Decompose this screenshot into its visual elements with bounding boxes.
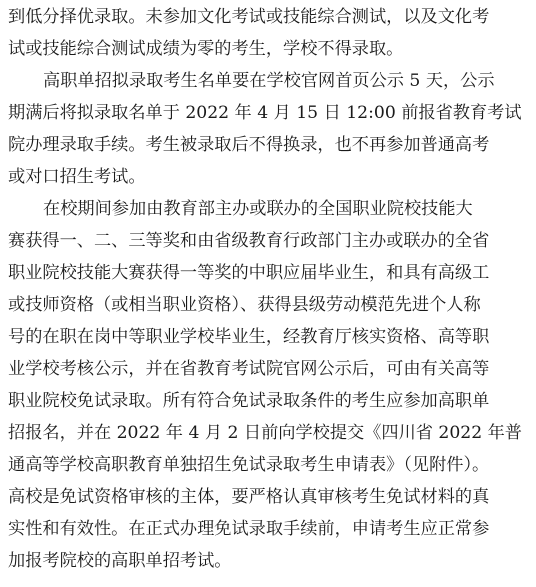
text-line: 实性和有效性。在正式办理免试录取手续前，申请考生应正常参 — [8, 519, 490, 539]
paragraph-start-line: 高职单招拟录取考生名单要在学校官网首页公示 5 天，公示 — [43, 71, 495, 91]
text-line: 试或技能综合测试成绩为零的考生，学校不得录取。 — [8, 39, 404, 59]
text-line: 院办理录取手续。考生被录取后不得换录，也不再参加普通高考 — [8, 135, 490, 155]
text-line: 高校是免试资格审核的主体，要严格认真审核考生免试材料的真 — [8, 487, 490, 507]
text-line: 业学校考核公示，并在省教育考试院官网公示后，可由有关高等 — [8, 359, 490, 379]
text-line: 招报名，并在 2022 年 4 月 2 日前向学校提交《四川省 2022 年普 — [8, 423, 522, 443]
text-line: 或技师资格（或相当职业资格）、获得县级劳动模范先进个人称 — [8, 295, 481, 315]
text-line: 职业院校技能大赛获得一等奖的中职应届毕业生，和具有高级工 — [8, 263, 490, 283]
text-line: 加报考院校的高职单招考试。 — [8, 551, 232, 571]
text-line: 期满后将拟录取名单于 2022 年 4 月 15 日 12:00 前报省教育考试 — [8, 103, 522, 123]
text-line: 赛获得一、二、三等奖和由省级教育行政部门主办或联办的全省 — [8, 231, 490, 251]
paragraph-start-line: 在校期间参加由教育部主办或联办的全国职业院校技能大 — [43, 199, 473, 219]
text-line: 号的在职在岗中等职业学校毕业生，经教育厅核实资格、高等职 — [8, 327, 490, 347]
text-line: 职业院校免试录取。所有符合免试录取条件的考生应参加高职单 — [8, 391, 490, 411]
text-line: 或对口招生考试。 — [8, 167, 146, 187]
text-line: 通高等学校高职教育单独招生免试录取考生申请表》（见附件）。 — [8, 455, 490, 475]
text-line: 到低分择优录取。未参加文化考试或技能综合测试，以及文化考 — [8, 7, 490, 27]
